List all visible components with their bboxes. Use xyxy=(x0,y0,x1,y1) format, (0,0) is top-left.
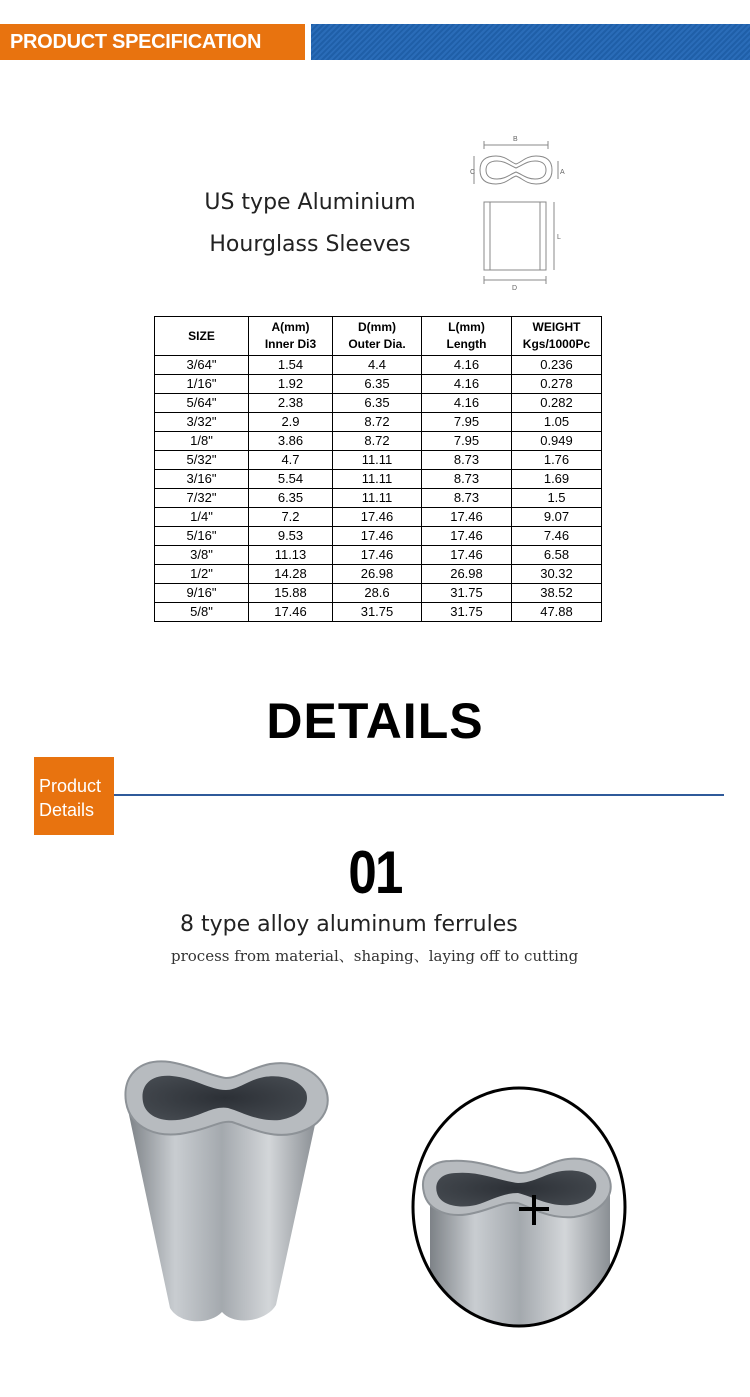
table-cell: 5/16" xyxy=(155,527,249,546)
dim-label-l: L xyxy=(557,234,561,241)
table-cell: 6.35 xyxy=(333,394,422,413)
table-cell: 0.949 xyxy=(512,432,602,451)
sleeve-diagram xyxy=(466,130,566,290)
table-cell: 5.54 xyxy=(249,470,333,489)
table-cell: 47.88 xyxy=(512,603,602,622)
table-cell: 7.2 xyxy=(249,508,333,527)
table-cell: 0.278 xyxy=(512,375,602,394)
section-header: PRODUCT SPECIFICATION xyxy=(0,24,305,60)
detail-title: 8 type alloy aluminum ferrules xyxy=(180,912,518,937)
table-cell: 1/2" xyxy=(155,565,249,584)
column-header-line: WEIGHT xyxy=(532,320,581,334)
table-row xyxy=(155,527,602,546)
table-cell: 7.95 xyxy=(422,432,512,451)
table-cell: 3/32" xyxy=(155,413,249,432)
header-stripe xyxy=(311,24,750,60)
table-cell: 1.69 xyxy=(512,470,602,489)
dim-label-b: B xyxy=(513,136,518,143)
table-cell: 8.72 xyxy=(333,432,422,451)
ferrule-body xyxy=(128,1110,316,1321)
sleeve-top-outline xyxy=(480,156,552,184)
table-cell: 8.73 xyxy=(422,470,512,489)
table-row xyxy=(155,375,602,394)
table-cell: 30.32 xyxy=(512,565,602,584)
table-cell: 1/4" xyxy=(155,508,249,527)
table-cell: 7/32" xyxy=(155,489,249,508)
table-cell: 1/8" xyxy=(155,432,249,451)
table-row xyxy=(155,394,602,413)
dim-label-a: A xyxy=(560,169,565,176)
table-cell: 17.46 xyxy=(249,603,333,622)
detail-number: 01 xyxy=(348,839,402,906)
table-cell: 2.9 xyxy=(249,413,333,432)
column-header-line: A(mm) xyxy=(271,320,310,334)
table-header-row xyxy=(155,317,602,356)
table-cell: 1.54 xyxy=(249,356,333,375)
table-cell: 1.76 xyxy=(512,451,602,470)
product-title-line1: US type Aluminium xyxy=(204,190,416,215)
column-header-line: L(mm) xyxy=(448,320,485,334)
table-cell: 5/64" xyxy=(155,394,249,413)
column-header xyxy=(422,317,512,356)
table-cell: 17.46 xyxy=(422,508,512,527)
product-title xyxy=(150,182,470,266)
table-row xyxy=(155,489,602,508)
table-cell: 38.52 xyxy=(512,584,602,603)
table-cell: 3.86 xyxy=(249,432,333,451)
details-heading: DETAILS xyxy=(266,693,484,749)
table-cell: 4.16 xyxy=(422,375,512,394)
table-cell: 5/32" xyxy=(155,451,249,470)
spec-table-body xyxy=(155,356,602,622)
table-row xyxy=(155,603,602,622)
table-cell: 4.16 xyxy=(422,394,512,413)
table-cell: 1/16" xyxy=(155,375,249,394)
table-cell: 9.07 xyxy=(512,508,602,527)
table-cell: 11.11 xyxy=(333,451,422,470)
table-cell: 9/16" xyxy=(155,584,249,603)
table-cell: 3/64" xyxy=(155,356,249,375)
table-row xyxy=(155,565,602,584)
table-cell: 15.88 xyxy=(249,584,333,603)
table-cell: 11.11 xyxy=(333,489,422,508)
column-header xyxy=(249,317,333,356)
table-cell: 5/8" xyxy=(155,603,249,622)
dim-label-d: D xyxy=(512,285,518,290)
detail-subtitle: process from material、shaping、laying off to cutting xyxy=(171,947,579,965)
column-header xyxy=(155,317,249,356)
table-cell: 4.4 xyxy=(333,356,422,375)
table-row xyxy=(155,432,602,451)
table-cell: 8.73 xyxy=(422,489,512,508)
table-row xyxy=(155,451,602,470)
table-cell: 3/16" xyxy=(155,470,249,489)
table-cell: 28.6 xyxy=(333,584,422,603)
table-row xyxy=(155,546,602,565)
column-header-line: Outer Dia. xyxy=(348,337,406,351)
sleeve-side-outline xyxy=(484,202,546,270)
column-header-line: Inner Di3 xyxy=(264,337,317,351)
table-cell: 17.46 xyxy=(333,546,422,565)
table-cell: 9.53 xyxy=(249,527,333,546)
table-cell: 17.46 xyxy=(333,508,422,527)
column-header-line: SIZE xyxy=(188,328,215,343)
table-cell: 11.11 xyxy=(333,470,422,489)
table-cell: 17.46 xyxy=(422,527,512,546)
column-header-line: Kgs/1000Pc xyxy=(522,337,591,351)
dim-label-c: C xyxy=(470,169,476,176)
table-cell: 1.5 xyxy=(512,489,602,508)
table-cell: 26.98 xyxy=(333,565,422,584)
column-header-line: D(mm) xyxy=(358,320,396,334)
table-row xyxy=(155,413,602,432)
table-cell: 2.38 xyxy=(249,394,333,413)
table-cell: 31.75 xyxy=(333,603,422,622)
table-cell: 0.236 xyxy=(512,356,602,375)
table-row xyxy=(155,584,602,603)
column-header xyxy=(333,317,422,356)
table-row xyxy=(155,470,602,489)
spec-table-head xyxy=(155,317,602,356)
table-cell: 6.58 xyxy=(512,546,602,565)
table-cell: 8.72 xyxy=(333,413,422,432)
table-cell: 1.05 xyxy=(512,413,602,432)
table-cell: 4.16 xyxy=(422,356,512,375)
table-cell: 4.7 xyxy=(249,451,333,470)
table-row xyxy=(155,508,602,527)
table-cell: 6.35 xyxy=(249,489,333,508)
table-cell: 8.73 xyxy=(422,451,512,470)
table-row xyxy=(155,356,602,375)
badge-line2: Details xyxy=(39,800,95,820)
table-cell: 11.13 xyxy=(249,546,333,565)
table-cell: 7.95 xyxy=(422,413,512,432)
spec-table xyxy=(154,316,602,622)
table-cell: 14.28 xyxy=(249,565,333,584)
product-title-line2: Hourglass Sleeves xyxy=(209,232,411,257)
table-cell: 31.75 xyxy=(422,584,512,603)
table-cell: 6.35 xyxy=(333,375,422,394)
badge-line1: Product xyxy=(39,776,102,796)
table-cell: 7.46 xyxy=(512,527,602,546)
column-header-line: Length xyxy=(446,337,487,351)
table-cell: 26.98 xyxy=(422,565,512,584)
ferrule-photo xyxy=(110,1050,340,1330)
table-cell: 31.75 xyxy=(422,603,512,622)
table-cell: 17.46 xyxy=(422,546,512,565)
table-cell: 17.46 xyxy=(333,527,422,546)
section-divider xyxy=(114,794,724,796)
table-cell: 1.92 xyxy=(249,375,333,394)
table-cell: 0.282 xyxy=(512,394,602,413)
table-cell: 3/8" xyxy=(155,546,249,565)
column-header xyxy=(512,317,602,356)
product-details-badge xyxy=(34,757,114,835)
ferrule-zoom-photo xyxy=(410,1085,628,1330)
